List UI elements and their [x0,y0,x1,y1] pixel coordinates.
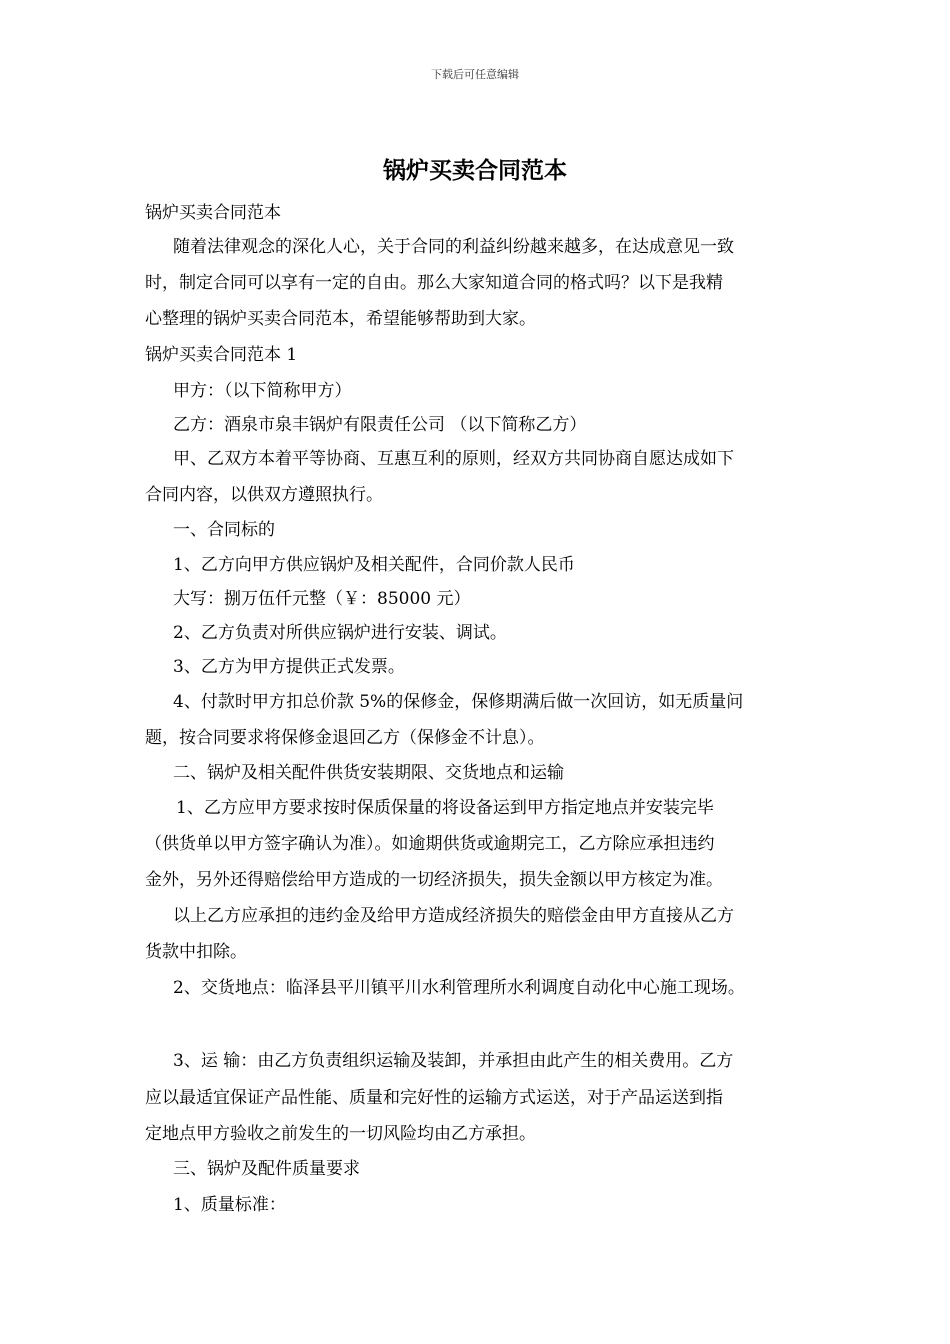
paragraph-line: 大写：捌万伍仟元整（￥：85000 元） [173,589,471,609]
section-heading: 三、锅炉及配件质量要求 [173,1159,360,1179]
paragraph-line: 货款中扣除。 [145,942,247,962]
paragraph-line: 题，按合同要求将保修金退回乙方（保修金不计息）。 [145,728,545,748]
paragraph-line: 2、交货地点：临泽县平川镇平川水利管理所水利调度自动化中心施工现场。 [173,978,745,998]
paragraph-line: 甲、乙双方本着平等协商、互惠互利的原则，经双方共同协商自愿达成如下 [173,449,734,469]
paragraph-line: 1、乙方应甲方要求按时保质保量的将设备运到甲方指定地点并安装完毕 [176,798,714,818]
document-title: 锅炉买卖合同范本 [383,158,567,184]
paragraph-line: 合同内容，以供双方遵照执行。 [145,485,383,505]
paragraph-line: 随着法律观念的深化人心，关于合同的利益纠纷越来越多，在达成意见一致 [173,237,734,257]
paragraph-line: 锅炉买卖合同范本 1 [145,345,298,365]
paragraph-line: 金外，另外还得赔偿给甲方造成的一切经济损失，损失金额以甲方核定为准。 [145,870,723,890]
paragraph-line: 以上乙方应承担的违约金及给甲方造成经济损失的赔偿金由甲方直接从乙方 [173,906,734,926]
paragraph-line: 定地点甲方验收之前发生的一切风险均由乙方承担。 [145,1124,536,1144]
paragraph-line: 应以最适宜保证产品性能、质量和完好性的运输方式运送，对于产品运送到指 [145,1088,723,1108]
page-header-note: 下载后可任意编辑 [431,68,519,81]
paragraph-line: （供货单以甲方签字确认为准）。如逾期供货或逾期完工，乙方除应承担违约 [145,834,715,854]
paragraph-line: 锅炉买卖合同范本 [145,203,281,223]
paragraph-line: 时，制定合同可以享有一定的自由。那么大家知道合同的格式吗？以下是我精 [145,273,723,293]
section-heading: 二、锅炉及相关配件供货安装期限、交货地点和运输 [173,763,564,783]
paragraph-line: 心整理的锅炉买卖合同范本，希望能够帮助到大家。 [145,309,536,329]
paragraph-line: 3、运 输：由乙方负责组织运输及装卸，并承担由此产生的相关费用。乙方 [173,1051,734,1071]
paragraph-line: 2、乙方负责对所供应锅炉进行安装、调试。 [173,623,507,643]
paragraph-line: 甲方：（以下简称甲方） [173,381,352,401]
paragraph-line: 1、乙方向甲方供应锅炉及相关配件，合同价款人民币 [173,555,575,575]
paragraph-line: 乙方：酒泉市泉丰锅炉有限责任公司 （以下简称乙方） [173,415,587,435]
paragraph-line: 3、乙方为甲方提供正式发票。 [173,657,405,677]
section-heading: 一、合同标的 [173,520,275,540]
paragraph-line: 4、付款时甲方扣总价款 5%的保修金，保修期满后做一次回访，如无质量问 [173,692,744,712]
paragraph-line: 1、质量标准： [173,1195,286,1215]
